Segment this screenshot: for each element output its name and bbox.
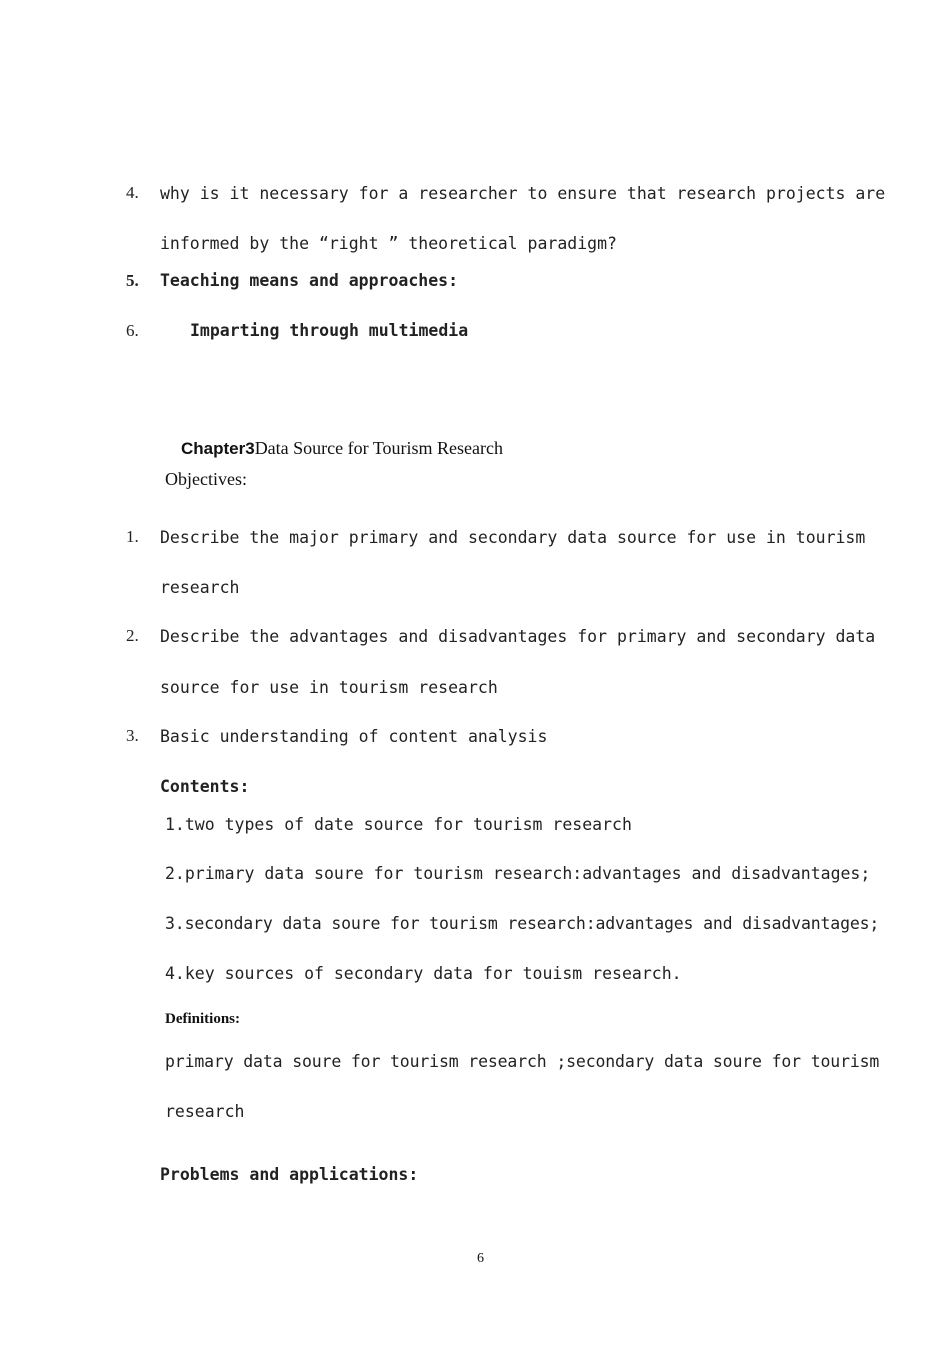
contents-item-4: 4.key sources of secondary data for touism research. [165,964,682,983]
objective-1-line-1: Describe the major primary and secondary data source for use in tourism [160,528,866,547]
objective-2-line-1: Describe the advantages and disadvantages for primary and secondary data [160,627,876,646]
chapter-title: Data Source for Tourism Research [254,438,504,458]
objectives-heading: Objectives: [165,469,247,489]
objective-3-number: 3. [126,726,139,745]
objective-2-number: 2. [126,626,139,645]
chapter-label: Chapter3 [181,439,255,458]
definitions-heading: Definitions: [165,1011,240,1027]
objective-2-line-2: source for use in tourism research [160,678,498,697]
imparting-number: 6. [126,321,139,340]
teaching-number: 5. [126,271,139,290]
contents-heading: Contents: [160,777,250,796]
teaching-heading: Teaching means and approaches: [160,271,459,290]
definitions-line-2: research [165,1102,245,1121]
problems-heading: Problems and applications: [160,1165,419,1184]
definitions-line-1: primary data soure for tourism research ;secondary data soure for tourism [165,1052,880,1071]
objective-1-number: 1. [126,527,139,546]
question-4-line-1: why is it necessary for a researcher to ensure that research projects are [160,184,886,203]
contents-item-1: 1.two types of date source for tourism research [165,815,632,834]
objective-3-line-1: Basic understanding of content analysis [160,727,548,746]
question-4-number: 4. [126,183,139,202]
objective-1-line-2: research [160,578,240,597]
contents-item-3: 3.secondary data soure for tourism research:advantages and disadvantages; [165,914,880,933]
imparting-text: Imparting through multimedia [190,321,469,340]
contents-item-2: 2.primary data soure for tourism research:advantages and disadvantages; [165,864,871,883]
page-number: 6 [477,1251,484,1266]
question-4-line-2: informed by the “right ” theoretical paradigm? [160,234,617,253]
